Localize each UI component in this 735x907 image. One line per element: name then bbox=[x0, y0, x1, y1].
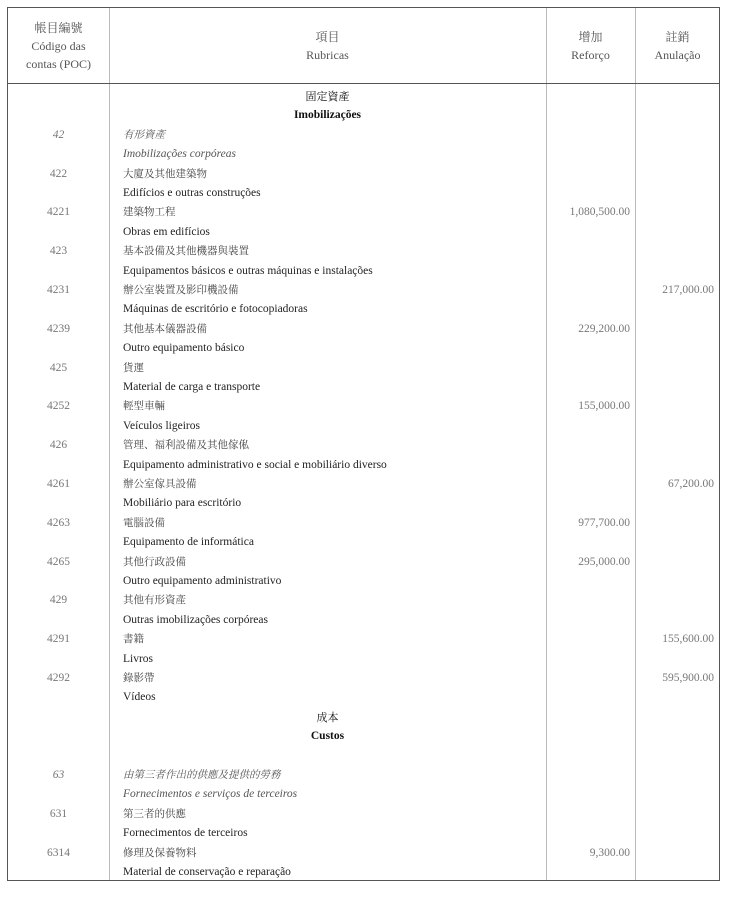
reforco-value: 295,000.00 bbox=[578, 555, 630, 568]
rubric-text: Obras em edifícios bbox=[123, 225, 210, 238]
rubric-text: Equipamentos básicos e outras máquinas e instalações bbox=[123, 264, 373, 277]
table-row bbox=[8, 242, 719, 261]
anulacao-value: 67,200.00 bbox=[668, 478, 714, 490]
rubric-text: 管理、福利設備及其他傢俬 bbox=[123, 439, 249, 452]
table-row bbox=[8, 650, 719, 669]
rubric-text: 電腦設備 bbox=[123, 516, 165, 529]
account-code: 4292 bbox=[47, 672, 70, 684]
table-row bbox=[8, 669, 719, 688]
rubric-text: Outro equipamento básico bbox=[123, 342, 245, 355]
header-rubric bbox=[109, 8, 546, 83]
rubric-text: Imobilizações corpóreas bbox=[123, 148, 236, 161]
header-code bbox=[8, 8, 109, 83]
header-code-zh: 帳目編號 bbox=[34, 20, 83, 35]
account-code: 423 bbox=[49, 245, 68, 258]
anulacao-value: 595,900.00 bbox=[662, 672, 714, 684]
table-row bbox=[8, 203, 719, 222]
section-heading bbox=[8, 106, 719, 125]
rubric-text: Imobilizações bbox=[293, 109, 362, 122]
reforco-value: 155,000.00 bbox=[578, 400, 630, 413]
rubric-text: 辦公室裝置及影印機設備 bbox=[123, 284, 239, 296]
table-row bbox=[8, 339, 719, 358]
rubric-text: 成本 bbox=[316, 710, 339, 724]
rubric-text: Outras imobilizações corpóreas bbox=[123, 613, 268, 626]
table-row bbox=[8, 456, 719, 475]
table-row bbox=[8, 417, 719, 436]
account-code: 42 bbox=[52, 128, 65, 141]
table-row bbox=[8, 378, 719, 397]
header-reforco bbox=[546, 8, 635, 83]
anulacao-value: 217,000.00 bbox=[662, 284, 714, 296]
header-code-pt-2: contas (POC) bbox=[26, 56, 91, 71]
account-code: 422 bbox=[49, 167, 68, 180]
table-row bbox=[8, 475, 719, 494]
rubric-text: Edifícios e outras construções bbox=[123, 187, 261, 199]
header-code-pt-1: Código das bbox=[31, 38, 86, 53]
section-heading bbox=[8, 708, 719, 727]
header-anulacao-pt: Anulação bbox=[654, 47, 701, 62]
account-code: 4252 bbox=[47, 400, 70, 413]
budget-table bbox=[7, 7, 720, 881]
section-heading bbox=[8, 727, 719, 746]
account-code: 4239 bbox=[47, 322, 70, 335]
reforco-value: 977,700.00 bbox=[578, 516, 630, 529]
table-row bbox=[8, 766, 719, 785]
reforco-value: 9,300.00 bbox=[589, 846, 630, 859]
table-row bbox=[8, 397, 719, 416]
account-code: 631 bbox=[49, 807, 68, 820]
rubric-text: Máquinas de escritório e fotocopiadoras bbox=[123, 303, 308, 316]
rubric-text: 輕型車輛 bbox=[123, 400, 165, 413]
rubric-text: Vídeos bbox=[123, 691, 156, 704]
account-code: 429 bbox=[49, 594, 68, 607]
rubric-text: 建築物工程 bbox=[123, 206, 176, 219]
table-row bbox=[8, 514, 719, 533]
table-row bbox=[8, 553, 719, 572]
table-row bbox=[8, 223, 719, 242]
rubric-text: Livros bbox=[123, 652, 154, 665]
account-code: 425 bbox=[49, 361, 68, 374]
account-code: 4291 bbox=[47, 633, 70, 646]
table-row bbox=[8, 785, 719, 804]
rubric-text: Equipamento administrativo e social e mobiliário diverso bbox=[123, 458, 387, 471]
header-divider bbox=[8, 83, 719, 84]
rubric-text: 固定資產 bbox=[305, 90, 350, 103]
reforco-value: 1,080,500.00 bbox=[569, 206, 630, 219]
table-row bbox=[8, 591, 719, 610]
rubric-text: Fornecimentos de terceiros bbox=[123, 827, 248, 840]
table-row bbox=[8, 145, 719, 164]
account-code: 4221 bbox=[47, 206, 70, 219]
account-code: 4261 bbox=[47, 478, 70, 490]
rubric-text: 錄影帶 bbox=[123, 672, 155, 684]
rubric-text: 修理及保養物料 bbox=[123, 846, 197, 859]
table-row bbox=[8, 281, 719, 300]
rubric-text: 其他基本儀器設備 bbox=[123, 322, 207, 335]
reforco-value: 229,200.00 bbox=[578, 322, 630, 335]
table-row bbox=[8, 184, 719, 203]
rubric-text: 其他有形資產 bbox=[123, 594, 186, 607]
table-row bbox=[8, 611, 719, 630]
rubric-text: 第三者的供應 bbox=[123, 807, 186, 820]
header-reforco-zh: 增加 bbox=[578, 29, 603, 44]
table-row bbox=[8, 436, 719, 455]
table-row bbox=[8, 863, 719, 882]
account-code: 63 bbox=[52, 769, 65, 781]
account-code: 4231 bbox=[47, 284, 70, 296]
rubric-text: 書籍 bbox=[123, 633, 144, 646]
table-row bbox=[8, 747, 719, 766]
rubric-text: Veículos ligeiros bbox=[123, 419, 200, 432]
rubric-text: Material de carga e transporte bbox=[123, 381, 261, 393]
account-code: 4263 bbox=[47, 516, 70, 529]
table-row bbox=[8, 262, 719, 281]
rubric-text: Outro equipamento administrativo bbox=[123, 575, 282, 587]
rubric-text: 辦公室傢具設備 bbox=[123, 478, 197, 490]
rubric-text: Custos bbox=[310, 730, 345, 743]
header-anulacao-zh: 註銷 bbox=[665, 29, 690, 44]
table-row bbox=[8, 844, 719, 863]
account-code: 426 bbox=[49, 439, 68, 452]
table-row bbox=[8, 320, 719, 339]
table-row bbox=[8, 533, 719, 552]
rubric-text: 大廈及其他建築物 bbox=[123, 167, 207, 180]
rubric-text: 有形資產 bbox=[123, 128, 165, 141]
section-heading bbox=[8, 87, 719, 106]
anulacao-value: 155,600.00 bbox=[662, 633, 714, 646]
header-reforco-pt: Reforço bbox=[571, 47, 610, 62]
table-row bbox=[8, 126, 719, 145]
table-row bbox=[8, 494, 719, 513]
header-rubric-pt: Rubricas bbox=[306, 47, 349, 62]
rubric-text: 基本設備及其他機器與裝置 bbox=[123, 245, 249, 258]
rubric-text: Mobiliário para escritório bbox=[123, 497, 242, 510]
rubric-text: Equipamento de informática bbox=[123, 536, 254, 549]
table-row bbox=[8, 805, 719, 824]
rubric-text: 貨運 bbox=[123, 361, 144, 374]
table-row bbox=[8, 572, 719, 591]
account-code: 6314 bbox=[47, 846, 70, 859]
table-row bbox=[8, 824, 719, 843]
account-code: 4265 bbox=[47, 555, 70, 568]
table-row bbox=[8, 688, 719, 707]
table-row bbox=[8, 630, 719, 649]
table-row bbox=[8, 300, 719, 319]
rubric-text: 其他行政設備 bbox=[123, 555, 186, 568]
rubric-text: 由第三者作出的供應及提供的勞務 bbox=[123, 769, 281, 781]
header-anulacao bbox=[635, 8, 720, 83]
table-row bbox=[8, 359, 719, 378]
table-row bbox=[8, 165, 719, 184]
header-rubric-zh: 項目 bbox=[315, 29, 340, 44]
rubric-text: Material de conservação e reparação bbox=[123, 866, 291, 878]
rubric-text: Fornecimentos e serviços de terceiros bbox=[123, 788, 298, 801]
